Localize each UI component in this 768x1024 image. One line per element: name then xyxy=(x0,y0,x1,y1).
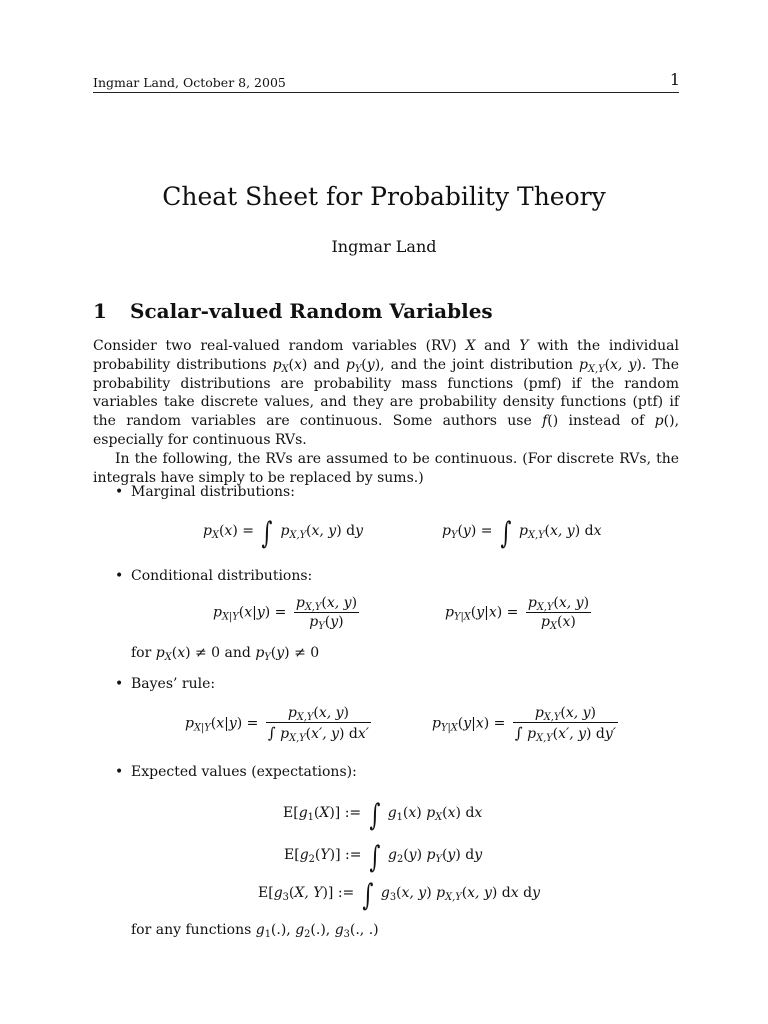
bullet-bayes-label: Bayes’ rule: xyxy=(131,676,216,692)
expectation-note: for any functions $g_1(.)$, $g_2(.)$, $g_3$(., .) xyxy=(131,922,379,940)
equation-conditional-x: $p_{X|Y}(x|y)$ = $\frac{p_{X,Y}(x, y)}{p_Y(y)}$ xyxy=(213,595,358,632)
equation-bayes-x: $p_{X|Y}(x|y)$ = $\frac{p_{X,Y}(x, y)}{\int p_{X,Y}(x', y) dx'}$ xyxy=(185,705,369,744)
bullet-marker: • xyxy=(115,568,124,584)
equation-expectation-g3: $E[g_3(X$, Y)] := ∫ $g_3(x$, y) $p_{X,Y}(x$, y) dx dy xyxy=(258,878,540,913)
intro-text xyxy=(93,337,679,487)
equation-marginal-y: $p_Y(y)$ = ∫ $p_{X,Y}(x$, y) dx xyxy=(442,516,602,551)
bullet-marker: • xyxy=(115,764,124,780)
conditional-condition: for $p_X(x) \ne 0$ and $p_Y(y) \ne 0$ xyxy=(131,645,320,663)
intro-paragraph-2: In the following, the RVs are assumed to be continuous. (For discrete RVs, the integrals have simply to be replaced by sums.) xyxy=(93,450,679,486)
page-number: 1 xyxy=(669,70,680,89)
intro-paragraph-1: Consider two real-valued random variables (RV) X and Y with the individual probability distributions $p_X(x)$ and $p_Y(y)$, and the joint distribution $p_{X,Y}(x$, y). The probability distributions are probability mass functions (pmf) if the random variables take discrete values, and they are probability density functions (ptf) if the random variables are continuous. Some authors use f() instead of p(), especially for continuous RVs. xyxy=(93,338,680,448)
document-title: Cheat Sheet for Probability Theory xyxy=(162,182,606,211)
document-author: Ingmar Land xyxy=(331,237,437,256)
section-number: 1 xyxy=(93,299,107,323)
bullet-marker: • xyxy=(115,676,124,692)
bullet-marker: • xyxy=(115,484,124,500)
equation-conditional-y: $p_{Y|X}(y|x)$ = $\frac{p_{X,Y}(x, y)}{p_X(x)}$ xyxy=(445,595,590,632)
equation-expectation-g1: $E[g_1(X)]$ := ∫ $g_1(x)$ $p_X(x)$ dx xyxy=(283,798,483,833)
bullet-marginal-label: Marginal distributions: xyxy=(131,484,295,500)
section-title: Scalar-valued Random Variables xyxy=(130,299,493,323)
equation-bayes-y: $p_{Y|X}(y|x)$ = $\frac{p_{X,Y}(x, y)}{\int p_{X,Y}(x', y) dy'}$ xyxy=(432,705,616,744)
equation-expectation-g2: $E[g_2(Y)]$ := ∫ $g_2(y)$ $p_Y(y)$ dy xyxy=(284,840,483,875)
running-header: Ingmar Land, October 8, 2005 xyxy=(93,75,286,90)
header-rule xyxy=(93,92,679,93)
equation-marginal-x: $p_X(x)$ = ∫ $p_{X,Y}(x$, y) dy xyxy=(203,516,364,551)
bullet-expected-label: Expected values (expectations): xyxy=(131,764,357,780)
bullet-conditional-label: Conditional distributions: xyxy=(131,568,313,584)
